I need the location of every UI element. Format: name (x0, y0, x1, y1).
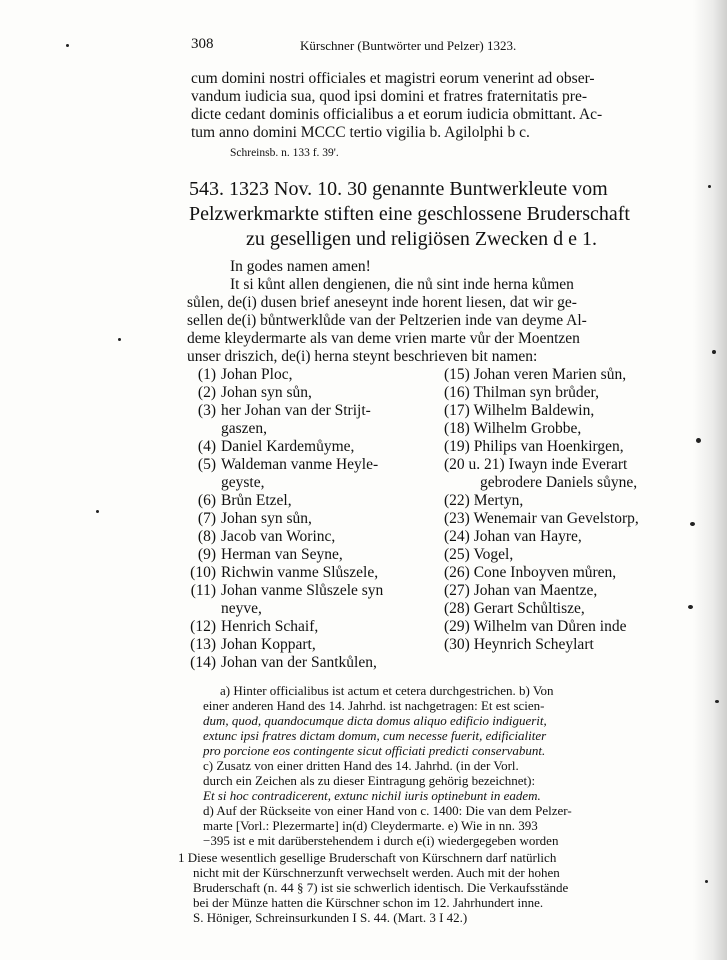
list-item: (25) Vogel, (444, 546, 514, 563)
list-item: (22) Mertyn, (444, 492, 524, 509)
list-item: (12) Henrich Schaif, (190, 618, 319, 635)
note-line: bei der Münze hatten die Kürschner schon im 12. Jahrhundert inne. (193, 895, 544, 910)
list-item: (2) Johan syn sůn, (197, 384, 312, 401)
prev-text-line: cum domini nostri officiales et magistri eorum venerint ad obser- (191, 70, 595, 87)
entry-heading-line: Pelzwerkmarkte stiften eine geschlossene Bruderschaft (189, 203, 630, 225)
entry-text-line: In godes namen amen! (230, 258, 371, 275)
scan-speck (66, 44, 69, 47)
list-item: (20 u. 21) Iwayn inde Everart (444, 456, 628, 473)
list-item: (27) Johan van Maentze, (444, 582, 598, 599)
list-item: (13) Johan Koppart, (190, 636, 316, 653)
list-item: gebrodere Daniels sůyne, (480, 474, 638, 491)
list-item: (4) Daniel Kardemůyme, (197, 438, 355, 455)
scan-speck (705, 880, 708, 883)
scan-speck (708, 185, 711, 188)
prev-text-line: tum anno domini MCCC tertio vigilia b. Agilolphi b c. (191, 124, 530, 141)
entry-heading-line: 543. 1323 Nov. 10. 30 genannte Buntwerkleute vom (189, 178, 608, 200)
scan-speck (688, 605, 693, 609)
list-item: (23) Wenemair van Gevelstorp, (444, 510, 639, 527)
list-item: (17) Wilhelm Baldewin, (444, 402, 595, 419)
list-item: (8) Jacob van Worinc, (197, 528, 336, 545)
list-item: (5) Waldeman vanme Heyle- (197, 456, 379, 473)
entry-text-line: It si kůnt allen dengienen, die nů sint inde herna kůmen (230, 276, 574, 293)
list-item: neyve, (221, 600, 262, 617)
list-item: (11) Johan vanme Slůszele syn (190, 582, 384, 599)
footnote-line: Et si hoc contradicerent, extunc nichil iuris optinebunt in eadem. (203, 788, 541, 803)
entry-text-line: unser driszich, de(i) herna steynt beschrieven bit namen: (187, 348, 538, 365)
list-item: (30) Heynrich Scheylart (444, 636, 594, 653)
list-item: (6) Brůn Etzel, (197, 492, 292, 509)
list-item: (9) Herman van Seyne, (197, 546, 343, 563)
page-number: 308 (191, 36, 214, 52)
prev-text-line: vandum iudicia sua, quod ipsi domini et fratres fraternitatis pre- (191, 88, 587, 105)
footnote-line: durch ein Zeichen als zu dieser Eintragung gehörig bezeichnet): (203, 773, 536, 788)
note-line: Bruderschaft (n. 44 § 7) ist sie schwerlich identisch. Die Verkaufsstände (193, 880, 569, 895)
footnote-line: pro porcione eos contingente sicut officiati predicti conservabunt. (203, 743, 546, 758)
note-line: S. Höniger, Schreinsurkunden I S. 44. (Mart. 3 I 42.) (193, 910, 468, 925)
scan-speck (712, 350, 716, 354)
list-item: (14) Johan van der Santkůlen, (190, 654, 377, 671)
scan-speck (715, 700, 719, 703)
footnote-line: marte [Vorl.: Plezermarte] in(d) Cleydermarte. e) Wie in nn. 393 (203, 818, 538, 833)
list-item: (28) Gerart Schůltisze, (444, 600, 585, 617)
entry-text-line: sůlen, de(i) dusen brief aneseynt inde horent liesen, dat wir ge- (187, 294, 577, 311)
list-item: (15) Johan veren Marien sůn, (444, 366, 627, 383)
list-item: (3) her Johan van der Strijt- (197, 402, 371, 419)
list-item: (24) Johan van Hayre, (444, 528, 582, 545)
footnote-line: d) Auf der Rückseite von einer Hand von c. 1400: Die van dem Pelzer- (203, 803, 572, 818)
list-item: (29) Wilhelm van Důren inde (444, 618, 627, 635)
prev-text-line: dicte cedant dominis officialibus a et eorum iudicia obmittant. Ac- (191, 106, 603, 123)
scan-edge-shadow (693, 0, 727, 960)
list-item: (16) Thilman syn brůder, (444, 384, 599, 401)
list-item: (19) Philips van Hoenkirgen, (444, 438, 624, 455)
list-item: (18) Wilhelm Grobbe, (444, 420, 582, 437)
footnote-line: dum, quod, quandocumque dicta domus aliquo edificio indiguerit, (203, 713, 547, 728)
list-item: (7) Johan syn sůn, (197, 510, 312, 527)
list-item: geyste, (221, 474, 265, 491)
list-item: gaszen, (221, 420, 268, 437)
scan-speck (96, 510, 99, 513)
scan-speck (118, 338, 121, 341)
list-item: (26) Cone Inboyven můren, (444, 564, 617, 581)
list-item: (10) Richwin vanme Slůszele, (190, 564, 379, 581)
footnote-line: einer anderen Hand des 14. Jahrhd. ist nachgetragen: Et est scien- (203, 698, 545, 713)
list-item: (1) Johan Ploc, (197, 366, 293, 383)
footnote-line: extunc ipsi fratres dictam domum, cum necesse fuerit, edificialiter (203, 728, 547, 743)
footnote-line: c) Zusatz von einer dritten Hand des 14. Jahrhd. (in der Vorl. (203, 758, 519, 773)
entry-text-line: sellen de(i) bůntwerklůde van der Peltzerien inde van deyme Al- (187, 312, 587, 329)
footnote-line: −395 ist e mit darüberstehendem i durch e(i) wiedergegeben worden (203, 833, 559, 848)
running-title: Kürschner (Buntwörter und Pelzer) 1323. (300, 38, 517, 53)
note-line: 1 Diese wesentlich gesellige Bruderschaft von Kürschnern darf natürlich (178, 850, 557, 865)
note-line: nicht mit der Kürschnerzunft verwechselt werden. Auch mit der hohen (193, 865, 560, 880)
scan-speck (690, 522, 695, 526)
scan-speck (696, 438, 701, 443)
footnote-line: a) Hinter officialibus ist actum et cetera durchgestrichen. b) Von (220, 683, 554, 698)
entry-text-line: deme kleydermarte als van deme vrien marte vůr der Moentzen (187, 330, 580, 347)
entry-heading-line: zu geselligen und religiösen Zwecken d e 1. (246, 228, 597, 250)
prev-source: Schreinsb. n. 133 f. 39'. (230, 147, 339, 159)
